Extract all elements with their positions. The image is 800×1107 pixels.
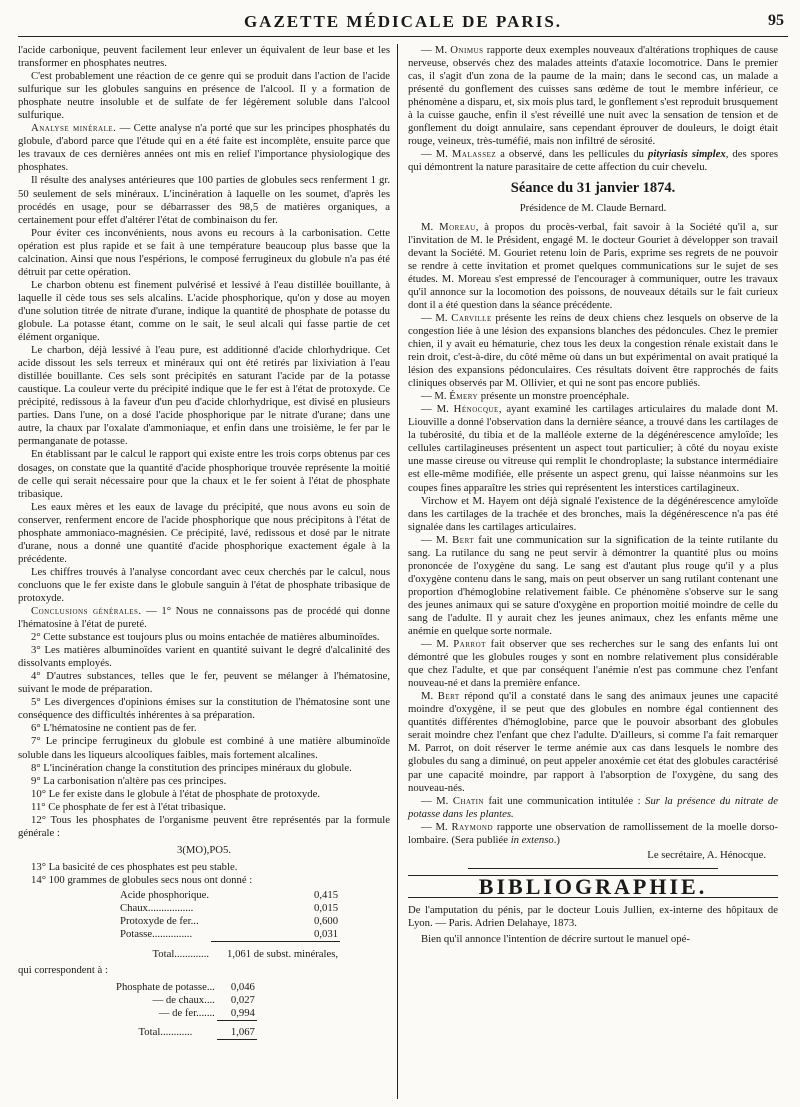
- session-heading: Séance du 31 janvier 1874.: [510, 180, 676, 197]
- table-value: 0,600: [314, 915, 339, 927]
- conclusion-item: 8° L'incinération change la constitution des principes minéraux du globule.: [31, 761, 352, 774]
- table-row: [118, 889, 340, 902]
- speaker-name: Émery: [449, 390, 479, 403]
- prefix: — M.: [421, 148, 452, 161]
- paragraph-text: présente un monstre proencéphale.: [478, 390, 630, 403]
- speaker-name: Raymond: [451, 820, 494, 833]
- paragraph: En établissant par le calcul le rapport qui existe entre les trois corps obtenus par ces dosages, on constate que la quantité d'acide phosphorique trouvée représente la moitié de celle qui serait nécessaire pour que la chaux et le fer soient à l'état de phosphate tribasique.: [18, 448, 390, 500]
- prefix: — M.: [421, 794, 453, 807]
- page-title: GAZETTE MÉDICALE DE PARIS.: [243, 12, 563, 31]
- paragraph: l'acide carbonique, peuvent facilement leur enlever un équivalent de leur base et les transformer en phosphates neutres.: [18, 44, 390, 70]
- conclusion-item: 9° La carbonisation n'altère pas ces principes.: [31, 774, 227, 787]
- paragraph: Virchow et M. Hayem ont déjà signalé l'existence de la dégénérescence amyloïde dans les cartilages de la trachée et des bronches, mais la dégénérescence n'a pas été signalée dans les cartilages articulaires.: [408, 494, 778, 533]
- speaker-name: Malassez: [451, 148, 497, 161]
- page-number: 95: [768, 12, 784, 29]
- paragraph: [18, 605, 390, 631]
- prefix: — M.: [421, 403, 454, 416]
- conclusion-item: 14° 100 grammes de globules secs nous ont donné :: [31, 873, 253, 886]
- table-total-row: [114, 1021, 257, 1040]
- speaker-name: Bert: [452, 533, 475, 546]
- section-label: Conclusions générales.: [31, 605, 142, 618]
- conclusion-item: 4° D'autres substances, telles que le fer, peuvent se mélanger à l'hématosine, suivant le mode de préparation.: [18, 670, 390, 696]
- chemical-formula: 3(MO),PO5.: [176, 843, 232, 856]
- paragraph-text: a observé, dans les pellicules du: [496, 148, 649, 161]
- paragraph-text: .): [553, 833, 560, 846]
- table-row: [118, 902, 340, 915]
- paragraph: qui correspondent à :: [18, 964, 108, 976]
- italic-term: in extenso: [510, 833, 554, 846]
- total-value: 1,061 de subst. minérales,: [227, 948, 339, 960]
- paragraph-text: — Cette analyse n'a porté que sur les principes phosphatés du globule, d'abord parce que l'étude qui en a été faite est incomplète, ensuite parce que les travaux de ces dernières années ont mis en relief l'importance physiologique des phosphates.: [18, 122, 391, 174]
- paragraph-text: , à propos du procès-verbal, fait savoir à la Société qu'il a, sur l'invitation de M. le Président, engagé M. le docteur Gouriet à développer son travail devant la Société. M. Gouriet retenu loin de Paris, exprime ses regrets de ne pouvoir se rendre à cette invitation et promet quelques communications sur le sujet de ses études. M. Moreau s'est empressé de l'encourager à communiquer, outre les travaux qu'il annonce sur la locomotion des poissons, de nouveaux détails sur le fait curieux dont il a été question dans la séance précédente.: [408, 220, 778, 311]
- speaker-name: Hénocque: [453, 403, 499, 416]
- table-label: — de chaux....: [152, 994, 215, 1007]
- speaker-name: Parrot: [453, 638, 486, 651]
- page-header: [18, 10, 788, 37]
- left-column: [18, 44, 390, 1040]
- speaker-name: Bert: [437, 690, 460, 703]
- paragraph-text: , des spores qui démontrent la nature parasitaire de cette affection du cuir chevelu.: [408, 148, 778, 174]
- conclusion-item: 6° L'hématosine ne contient pas de fer.: [31, 722, 197, 735]
- secretary-signature: Le secrétaire, A. Hénocque.: [647, 848, 766, 861]
- paragraph-text: , ayant examiné les cartilages articulaires du malade dont M. Liouville a donné l'observation dans la dernière séance, a trouvé dans les cartilages de la tubérosité, du tibia et de la malléole externe de la dégénérescence amyloïde; les cellules cartilagineuses présentent un aspect tout particulier; à côté du noyau existe une masse cireuse ou vitreuse qui remplit le chondroplaste; la substance intermédiaire est elle-même modifiée, elle présente un aspect grenu, qui laisse néanmoins sur les coupes fines apparaître les stries qui représentent les interstices cartilagineux.: [408, 403, 778, 494]
- paragraph: [408, 638, 778, 690]
- prefix: — M.: [421, 820, 452, 833]
- speaker-name: Carville: [451, 311, 492, 324]
- italic-title: Sur la présence du nitrate de potasse dans les plantes.: [408, 794, 778, 820]
- total-label: Total............: [138, 1026, 193, 1039]
- paragraph: [408, 312, 778, 390]
- prefix: — M.: [421, 638, 454, 651]
- column-divider: [397, 44, 398, 1099]
- paragraph: Il résulte des analyses antérieures que 100 parties de globules secs renferment 1 gr. 50 seulement de sels minéraux. L'incinération à laquelle on les soumet, d'après les procédés en usage, pour se débarrasser des 98,5 de matières organiques, a certainement pour effet d'altérer l'état de combinaison du fer.: [18, 174, 390, 226]
- conclusion-item: 3° Les matières albuminoïdes varient en quantité suivant le degré d'alcalinité des dissolvants employés.: [18, 644, 390, 670]
- table-row: [118, 928, 340, 942]
- table-label: Protoxyde de fer...: [120, 915, 199, 927]
- table-row: [114, 981, 257, 994]
- speaker-name: Moreau: [439, 220, 476, 233]
- conclusion-item: 10° Le fer existe dans le globule à l'état de phosphate de protoxyde.: [31, 787, 321, 800]
- total-value: 1,067: [217, 1021, 257, 1040]
- paragraph: [408, 534, 778, 638]
- paragraph: Les eaux mères et les eaux de lavage du précipité, que nous avons eu soin de conserver, renferment encore de l'acide phosphorique que nous précipitons à l'état de phosphate ammoniaco-magnésien. Ce précipité, lavé, redissous et dosé par le nitrate d'urane, nous a donné une quantité d'acide phosphorique exactement égale à la précédente.: [18, 500, 390, 565]
- paragraph: Pour éviter ces inconvénients, nous avons eu recours à la carbonisation. Cette opération est plus rapide et se fait à une température beaucoup plus basse que la calcination. Ainsi que nous l'espérions, le composé ferrugineux du globule n'a pas été détruit par cette opération.: [18, 226, 390, 278]
- paragraph: [408, 390, 778, 403]
- speaker-name: Chatin: [452, 794, 484, 807]
- conclusion-item: 2° Cette substance est toujours plus ou moins entachée de matières albuminoïdes.: [31, 631, 380, 644]
- prefix: — M.: [421, 311, 452, 324]
- table-value: 0,994: [217, 1007, 257, 1021]
- paragraph: Le charbon obtenu est finement pulvérisé et lessivé à l'eau distillée bouillante, à laquelle il cède tous ses sels alcalins. L'acide phosphorique, qu'on y dose au moyen d'une solution titrée de nitrate d'urane, indique la quantité de phosphate de potasse du globule. La potasse étant, comme on le sait, le seul alcali qui fasse partie de cet élément organique.: [18, 278, 390, 344]
- paragraph: [408, 403, 778, 494]
- bibliography-entry: De l'amputation du pénis, par le docteur Louis Jullien, ex-interne des hôpitaux de Lyon. — Paris. Adrien Delahaye, 1873.: [408, 903, 778, 929]
- paragraph: C'est probablement une réaction de ce genre qui se produit dans l'action de l'acide sulfurique sur les globules sanguins en présence de l'alcool. Il y a formation de phosphate neutre insoluble et de sulfate de fer légèrement soluble dans l'alcool sulfurique.: [18, 70, 390, 122]
- paragraph: [408, 795, 778, 821]
- table-value: 0,046: [230, 981, 255, 994]
- conclusion-item: 12° Tous les phosphates de l'organisme peuvent être représentés par la formule générale :: [18, 813, 390, 839]
- paragraph-text: fait une communication intitulée :: [484, 794, 646, 807]
- paragraph-text: répond qu'il a constaté dans le sang des animaux jeunes une capacité moindre d'oxygène, il se peut que des globules en nombre égal contiennent des quantités différentes d'hémoglobine, parce que le pouvoir absorbant des globules serait moindre chez l'enfant que chez l'adulte. D'ailleurs, si comme l'a fait remarquer M. Parrot, on doit réserver le terme anémie aux cas dans lesquels le nombre des globules du sang a diminué, on peut appeler anoxémie cet état des globules caractérisé par une capacité moindre, par rapport à l'absorption de l'oxygène, du sang des nouveau-nés.: [408, 690, 778, 794]
- prefix: M.: [421, 220, 440, 233]
- prefix: M.: [421, 690, 438, 703]
- paragraph: [18, 122, 390, 174]
- paragraph: Bien qu'il annonce l'intention de décrire surtout le manuel opé-: [421, 933, 690, 945]
- table-value: 0,015: [314, 902, 339, 914]
- table-label: Acide phosphorique.: [120, 889, 210, 901]
- paragraph: [408, 221, 778, 312]
- section-label: Analyse minérale.: [31, 122, 117, 135]
- paragraph: [408, 821, 778, 847]
- table-label: Phosphate de potasse...: [116, 981, 215, 994]
- paragraph: [408, 690, 778, 794]
- table-row: [114, 994, 257, 1007]
- paragraph-text: rapporte deux exemples nouveaux d'altérations trophiques de cause nerveuse, observés chez des malades atteints d'ataxie locomotrice. Dans le premier cas, il s'agit d'un zona de la paume de la main; dans le second cas, un malade a présenté du gonflement des cuisses sans œdème de tout le membre inférieur, ce phénomène a disparu, et, six mois plus tard, le gonflement s'est reproduit brusquement à la cuisse gauche, enfin il s'est réveillé une nuit avec la sensation de tension et de gonflement du doigt annulaire, sans cependant éprouver de douleurs, le doigt était rouge, veineux, très-tuméfié, mais non infiltré de sérosité.: [408, 44, 778, 148]
- table-value: 0,031: [211, 928, 340, 942]
- paragraph-text: présente les reins de deux chiens chez lesquels on observe de la congestion liée à une lésion des expansions blanches des pédoncules. Chez le premier chien, il y avait eu hématurie, chez tous les deux la congestion rénale existait dans le rein droit, c'est-à-dire, du côté même où dans un but expérimental on avait pratiqué la lésion des expansions pédonculaires. Ces résultats doivent être rapprochés de faits cliniques observés par M. Ollivier, et qui ne sont pas encore publiés.: [408, 311, 778, 390]
- speaker-name: Onimus: [450, 44, 484, 56]
- mineral-table: [118, 889, 340, 961]
- paragraph-text: — 1° Nous ne connaissons pas de procédé qui donne l'hématosine à l'état de pureté.: [18, 605, 390, 631]
- paragraph-text: fait observer que ses recherches sur le sang des enfants lui ont démontré que les globules rouges y sont en nombre relativement plus considérable que chez l'adulte, et que par conséquent l'anémie n'est pas commune chez l'enfant nouveau-né et dans la première enfance.: [408, 638, 778, 690]
- table-label: Potasse...............: [120, 928, 193, 941]
- conclusion-item: 5° Les divergences d'opinions émises sur la constitution de l'hématosine sont une conséquence des difficultés inhérentes à sa préparation.: [18, 696, 390, 722]
- italic-term: pityriasis simplex: [648, 148, 726, 161]
- paragraph-text: rapporte une observation de ramollissement de la moelle dorso-lombaire. (Sera publiée: [408, 820, 778, 846]
- table-value: 0,027: [230, 994, 255, 1007]
- table-row: [114, 1007, 257, 1021]
- prefix: — M.: [421, 44, 451, 56]
- phosphate-table: [114, 981, 257, 1040]
- paragraph: [408, 44, 778, 148]
- paragraph-text: fait une communication sur la signification de la teinte rutilante du sang. La rutilance du sang ne peut servir à démontrer la quantité plus ou moins prononcée de l'oxygène du sang. Le sang est d'autant plus rouge qu'il y a plus d'oxygène contenu dans le sang, mais on peut observer un sang rutilant contenant une proportion d'hémoglobine relativement faible. Ce phénomène s'observe sur le sang des jeunes animaux qui se sature d'oxygène en proportion moitié moindre de celle du sang de l'adulte. Il y aurait chez les jeunes animaux, chez les enfants même une anémie en quelque sorte normale.: [408, 533, 778, 638]
- paragraph: Le charbon, déjà lessivé à l'eau pure, est additionné d'acide chlorhydrique. Cet acide dissout les sels terreux et minéraux qui ont été retirés par lixiviation à l'eau distillée bouillante. Ces sels sont précipités en saturant l'acide par de la potasse caustique. La couleur verte du précipité indique que le fer est à l'état de protoxyde. Ce précipité, redissous à la faveur d'un peu d'acide chlorhydrique, est divisé en plusieurs parties. Dans l'une, on a dosé l'acide phosphorique par le nitrate d'urane; dans une autre, la chaux par l'oxalate d'ammoniaque, et enfin dans une troisième, le fer par le permanganate de potasse.: [18, 344, 390, 448]
- paragraph: Les chiffres trouvés à l'analyse concordant avec ceux cherchés par le calcul, nous concluons que le fer existe dans le globule sanguin à l'état de phosphate tribasique de protoxyde.: [18, 565, 390, 604]
- conclusion-item: 13° La basicité de ces phosphates est peu stable.: [31, 860, 238, 873]
- table-row: [118, 915, 340, 928]
- conclusion-item: 7° Le principe ferrugineux du globule est combiné à une matière albuminoïde soluble dans les liqueurs alcooliques faibles, mais fortement alcalines.: [18, 735, 390, 761]
- bibliography-heading: BIBLIOGRAPHIE.: [408, 875, 778, 898]
- table-total-row: [118, 942, 340, 962]
- section-rule: [468, 868, 718, 869]
- table-label: Chaux.................: [120, 902, 194, 914]
- prefix: — M.: [421, 390, 450, 403]
- paragraph: [408, 148, 778, 174]
- total-label: Total.............: [152, 947, 210, 960]
- conclusion-item: 11° Ce phosphate de fer est à l'état tribasique.: [31, 800, 226, 813]
- prefix: — M.: [421, 533, 453, 546]
- table-label: — de fer.......: [158, 1007, 215, 1020]
- right-column: [408, 44, 778, 946]
- presidency: Présidence de M. Claude Bernard.: [519, 201, 667, 214]
- table-value: 0,415: [314, 889, 339, 901]
